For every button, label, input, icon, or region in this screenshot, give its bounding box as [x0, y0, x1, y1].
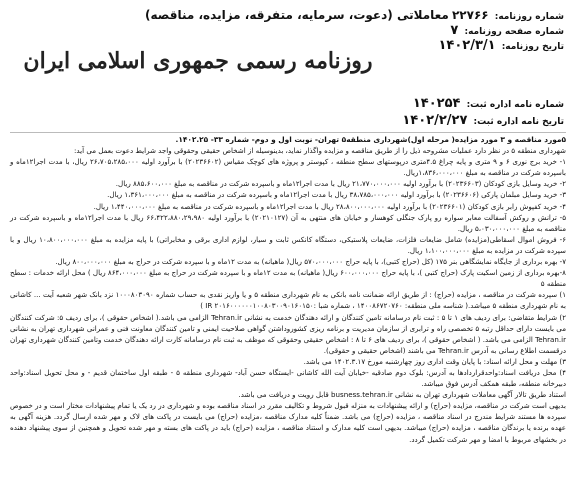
notice-paragraph: ۲- خرید وسایل بازی کودکان (۲۰۲۳۶۶۰۳) با برآورد اولیه ۲۱،۷۷۰،۰۰۰،۰۰۰ ریال با مدت اجرا۱۲ماه و باسپرده شرکت در مناقصه به مبلغ ۸۸۵،۶۰۰،۰۰۰ ریال. — [115, 179, 566, 189]
notice-body — [10, 134, 566, 445]
notice-paragraph: ۲) شرایط متقاضی: برای ردیف های ۱ تا ۵ : ثبت نام درسامانه تامین کنندگان و ارائه دهندگان خدمت به نشانی Tehran.ir الزامی می باشد.( اشخاص حقوقی )، برای ردیف ۵: شرکت کنندگان می بایست دارای حداقل رتبه ۵ تخصصی راه و ترابری از سازمان مدیریت و برنامه ریزی کشوروداشتن گواهی صلاحیت ایمنی و تامین کنندگان معاونت فنی و عمرانی شهرداری تهران به نشانی Tehran.ir الزامی می باشد. ( اشخاص حقوقی )، برای ردیف های ۶ تا ۸ : اشخاص حقیقی وحقوقی که موظف به ثبت نام درسامانه کارت ارائه دهندگان خدمت وتامین کنندگان شهرداری تهران درقسمت اطلاع رسانی به آدرس Tehran.ir می باشند (اشخاص حقیقی و حقوقی). — [10, 312, 567, 355]
registration-date-line — [244, 113, 564, 130]
notice-paragraph: بدیهی است شرکت در مناقصه، مزایده (حراج) و ارائه پیشنهادات به منزله قبول شروط و تکالیف مقرر در اسناد مناقصه بوده و شهرداری در رد یک یا تمام پیشنهادات مختار است و در خصوص سپرده ها مستند شرایط مندرج در اسناد مناقصه ، مزایده (حراج) می باشد. ضمناً کلیه مدارک مناقصه ،مزایده (حراج) می بایست در پاکت های لاک و مهر شده ارسال گردد. هزینه آگهی به عهده برنده یا برندگان مناقصه ، مزایده (حراج) میباشد. بدیهی است کلیه مدارک و استناد مناقصه ، مزایده (حراج) باید در پاکت های بسته و مهر شده تحویل و همچنین از سوی پیشنهاد دهنده در بخشهای مربوط با امضا و مهر شرکت تکمیل گردد. — [10, 401, 566, 444]
divider — [10, 132, 566, 133]
registration-date-label: تاریخ نامه اداره ثبت: — [473, 117, 564, 127]
notice-paragraph: ۴) محل دریافت اسناد:واحدقراردادها به آدرس: بلوک دوم صادقیه -خیابان آیت الله کاشانی -ایستگاه حسن آباد- شهرداری منطقه ۵ - طبقه اول ساختمان قدیم - و محل تحویل اسناد:واحد دبیرخانه منطقه، طبقه همکف آدرس فوق میباشد. — [10, 367, 566, 389]
newspaper-number-line — [145, 8, 564, 24]
newspaper-date-label: تاریخ روزنامه: — [501, 42, 564, 52]
notice-paragraph: ۳- خرید وسایل مبلمان پارکی (۲۰۲۳۶۶۰۶) با برآورد اولیه ۳۸،۷۸۵،۰۰۰،۰۰۰ ریال با مدت اجرا۱۲ماه و باسپرده شرکت در مناقصه به مبلغ ۱،۳۶۱،۰۰۰،۰۰۰ ریال. — [107, 190, 566, 200]
logo-text: روزنامه رسمی جمهوری اسلامی ایران — [23, 48, 373, 74]
newspaper-date: ۱۴۰۲/۳/۱ — [438, 38, 496, 53]
notice-paragraph: ۸-بهره برداری از زمین اسکیت پارک (حراج کتبی )، با پایه حراج ۶۰۰،۰۰۰،۰۰۰ ریال( ماهیانه) به مدت ۱۲ماه و با سپرده شرکت در حراج به مبلغ ۸۶۴،۰۰۰،۰۰۰ ریال ) محل ارائه خدمات : سطح منطقه ۵ — [10, 268, 566, 289]
registration-number: ۱۴۰۲۵۴ — [412, 96, 461, 111]
registration-number-label: شماره نامه اداره ثبت: — [466, 100, 564, 110]
registration-date: ۱۴۰۲/۲/۲۷ — [402, 113, 468, 128]
notice-paragraph: ۳) مهلت و محل ارائه اسناد: با پایان وقت اداری روز چهارشنبه مورخ ۱۴۰۲.۳.۱۷ می باشد. — [303, 356, 566, 366]
notice-paragraph: ۶- فروش اموال اسقاطی(مزایده) شامل ضایعات فلزات، ضایعات پلاستیکی، دستگاه کانکس ثابت و سیار، لوازم اداری برقی و مخابراتی) با پایه مزایده به مبلغ ۱۰،۸۰۰،۰۰۰،۰۰۰ ریال و با سپرده شرکت در مزایده به مبلغ ۱،۱۰۰،۰۰۰،۰۰۰ ریال. — [10, 234, 566, 255]
notice-paragraph: شهرداری منطقه ۵ در نظر دارد عملیات مشروحه ذیل را از طریق مناقصه و مزایده واگذار نماید، بدینوسیله از اشخاص حقیقی وحقوقی واجد شرایط دعوت بعمل می آید: — [74, 146, 566, 156]
newspaper-logo — [23, 36, 373, 86]
registration-meta — [244, 96, 564, 130]
newspaper-description: معاملاتی (دعوت، سرمایه، متفرقه، مزایده، مناقصه) — [145, 8, 449, 22]
notice-paragraph: ۵- ترانش و روکش آسفالت معابر سواره رو پارک جنگلی کوهسار و خیابان های منتهی به آن (۲۰۲۱۰۱۲۷) با برآورد اولیه ۶۶،۴۲۲،۸۸۰،۲۹،۹۸۰ ریال با مدت اجرا۱۲ماه و باسپرده شرکت در مناقصه به مبلغ ۵،۰۳۰،۰۰۰،۰۰۰ ریال. — [10, 212, 566, 233]
notice-title: ۵مورد مناقصه و ۳ مورد مزایده( مرحله اول)شهرداری منطقه۵ تهران- نوبت اول و دوم- شماره ۳۳- ۱۴۰۲.۲۵. — [175, 135, 566, 144]
newspaper-number: ۲۲۷۶۶ — [451, 8, 489, 22]
notice-paragraph: ۷- بهره برداری از جایگاه نمایشگاهی بنر ۱۷۵ (کل (حراج کتبی)، با پایه حراج ۵۷۰،۰۰۰،۰۰۰ ریال( ماهیانه) به مدت ۱۲ماه و با سپرده شرکت در حراج به مبلغ ۸۰۰،۰۰۰،۰۰۰ ریال. — [55, 257, 566, 267]
page-number: ۷ — [450, 23, 459, 38]
page-number-label: شماره صفحه روزنامه: — [464, 27, 564, 37]
registration-number-line — [244, 96, 564, 113]
notice-paragraph: استناد طریق تالار آگهی معاملات شهرداری تهران به نشانی busness.tehran.ir قابل رویت و دریافت می باشد. — [238, 390, 566, 400]
notice-paragraph: ۴- خرید کفپوش رابر بازی کودکان (۲۰۲۳۶۶۰۱) با برآورد اولیه ۲۸،۸۰۰،۰۰۰،۰۰۰ ریال با مدت اجرا۱۲ماه و باسپرده شرکت در مناقصه به مبلغ ۱،۴۴۰،۰۰۰،۰۰۰ ریال. — [93, 201, 566, 211]
newspaper-number-label: شماره روزنامه: — [494, 12, 564, 22]
notice-paragraph: ۱- خرید برج نوری ۶ و ۹ متری و پایه چراغ ۴.۵متری درپوستهای سطح منطقه ، کپوستر و پروژه های کوچک مقیاس (۲۰۲۳۶۶۰۲) با برآورد اولیه ۲۶،۷۰۵،۲۸۵،۰۰۰ ریال، با مدت اجرا۱۲ماه و باسپرده شرکت در مناقصه به مبلغ ۱،۸۳۶،۰۰۰،۰۰۰ریال. — [10, 157, 566, 178]
notice-paragraph: ۱) سپرده شرکت در مناقصه ، مزایده (حراج) : از طریق ارائه ضمانت نامه بانکی به نام شهرداری منطقه ۵ و یا واریز نقدی به حساب شماره ۱۰۰۰۸۰۳۰۹۰ نزد بانک شهر شعبه آیت ... کاشانی به نام شهرداری منطقه ۵ میباشد.( شناسه ملی منطقه: ۱۴۰۰۸۶۷۲۰۷۶۰ ، شماره شبا :۲۰۱۶۰۰۰۰۰۰۱۰۰۸۰۳۰۰۹۰۱۶۰۱۵۰ IR ) — [10, 290, 566, 311]
